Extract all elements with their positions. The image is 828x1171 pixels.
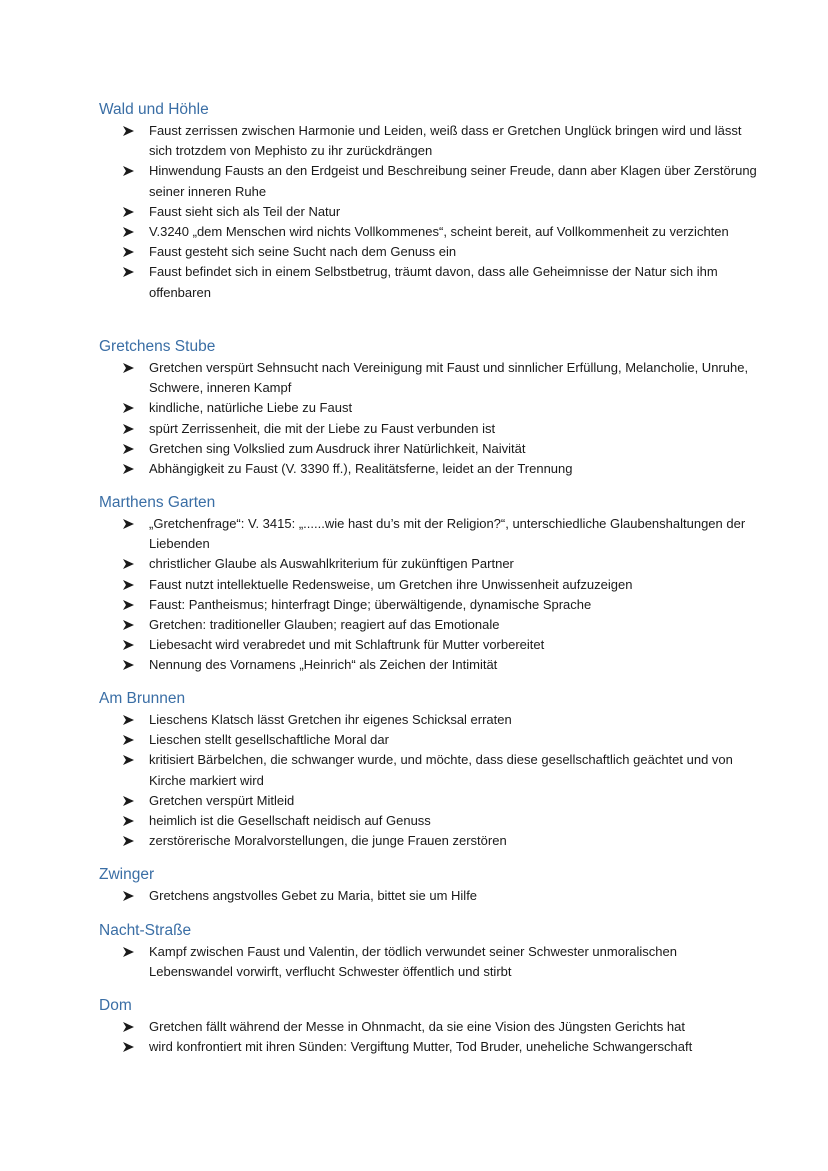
list-item (99, 730, 759, 750)
list-item (99, 615, 759, 635)
list-item (99, 161, 759, 201)
arrow-bullet-icon (123, 419, 137, 439)
list-item-text: Gretchen sing Volkslied zum Ausdruck ihrer Natürlichkeit, Naivität (149, 440, 526, 456)
section-heading: Nacht-Straße (99, 922, 192, 939)
section-heading: Wald und Höhle (99, 101, 209, 118)
list-item (99, 831, 759, 851)
list-item-text: kritisiert Bärbelchen, die schwanger wurde, und möchte, dass diese gesellschaftlich geächtet und von Kirche markiert wird (149, 752, 733, 788)
bullet-list (99, 514, 759, 676)
section-am-brunnen (99, 688, 759, 851)
list-item-text: wird konfrontiert mit ihren Sünden: Vergiftung Mutter, Tod Bruder, uneheliche Schwangerschaft (149, 1039, 693, 1055)
list-item-text: kindliche, natürliche Liebe zu Faust (149, 400, 353, 416)
list-item-text: christlicher Glaube als Auswahlkriterium für zukünftigen Partner (149, 556, 514, 572)
arrow-bullet-icon (123, 262, 137, 282)
section-nacht-strasse (99, 920, 759, 982)
list-item-text: Nennung des Vornamens „Heinrich“ als Zeichen der Intimität (149, 657, 498, 673)
list-item (99, 459, 759, 479)
arrow-bullet-icon (123, 655, 137, 675)
bullet-list (99, 121, 759, 303)
list-item-text: Abhängigkeit zu Faust (V. 3390 ff.), Realitätsferne, leidet an der Trennung (149, 461, 573, 477)
list-item (99, 575, 759, 595)
arrow-bullet-icon (123, 635, 137, 655)
list-item-text: „Gretchenfrage“: V. 3415: „......wie hast du’s mit der Religion?“, unterschiedliche Glaubenshaltungen der Liebenden (149, 516, 746, 552)
list-item (99, 222, 759, 242)
arrow-bullet-icon (123, 439, 137, 459)
section-heading: Zwinger (99, 866, 155, 883)
arrow-bullet-icon (123, 222, 137, 242)
arrow-bullet-icon (123, 615, 137, 635)
list-item-text: Hinwendung Fausts an den Erdgeist und Beschreibung seiner Freude, dann aber Klagen über Zerstörung seiner inneren Ruhe (149, 163, 757, 199)
list-item (99, 439, 759, 459)
list-item (99, 554, 759, 574)
arrow-bullet-icon (123, 459, 137, 479)
list-item (99, 635, 759, 655)
list-item-text: Gretchen fällt während der Messe in Ohnmacht, da sie eine Vision des Jüngsten Gerichts hat (149, 1019, 685, 1034)
list-item-text: spürt Zerrissenheit, die mit der Liebe zu Faust verbunden ist (149, 420, 496, 436)
arrow-bullet-icon (123, 398, 137, 418)
list-item (99, 398, 759, 418)
list-item-text: Gretchen verspürt Mitleid (149, 792, 295, 808)
bullet-list (99, 358, 759, 479)
list-item (99, 750, 759, 790)
list-item-text: zerstörerische Moralvorstellungen, die junge Frauen zerstören (149, 833, 507, 849)
list-item (99, 419, 759, 439)
list-item (99, 202, 759, 222)
section-gretchens-stube (99, 336, 759, 479)
list-item (99, 655, 759, 675)
list-item-text: Faust sieht sich als Teil der Natur (149, 203, 341, 219)
arrow-bullet-icon (123, 358, 137, 378)
section-heading: Dom (99, 997, 132, 1014)
arrow-bullet-icon (123, 202, 137, 222)
arrow-bullet-icon (123, 710, 137, 730)
arrow-bullet-icon (123, 811, 137, 831)
arrow-bullet-icon (123, 242, 137, 262)
bullet-list (99, 886, 759, 906)
arrow-bullet-icon (123, 121, 137, 141)
list-item (99, 1017, 759, 1037)
arrow-bullet-icon (123, 831, 137, 851)
list-item-text: Faust nutzt intellektuelle Redensweise, um Gretchen ihre Unwissenheit aufzuzeigen (149, 576, 633, 592)
list-item-text: Gretchen: traditioneller Glauben; reagiert auf das Emotionale (149, 617, 500, 633)
list-item-text: Kampf zwischen Faust und Valentin, der tödlich verwundet seiner Schwester unmoralischen Lebenswandel vorwirft, verflucht Schwester öffentlich und stirbt (149, 944, 677, 980)
list-item-text: Faust zerrissen zwischen Harmonie und Leiden, weiß dass er Gretchen Unglück bringen wird und lässt sich trotzdem von Mephisto zu ihr zurückdrängen (149, 123, 742, 159)
section-heading: Gretchens Stube (99, 338, 216, 355)
list-item (99, 242, 759, 262)
bullet-list (99, 710, 759, 851)
list-item-text: heimlich ist die Gesellschaft neidisch auf Genuss (149, 813, 431, 829)
list-item-text: Lieschen stellt gesellschaftliche Moral dar (149, 732, 389, 748)
list-item-text: Faust gesteht sich seine Sucht nach dem Genuss ein (149, 244, 457, 260)
list-item (99, 1037, 759, 1057)
list-item-text: Liebesacht wird verabredet und mit Schlaftrunk für Mutter vorbereitet (149, 637, 545, 653)
list-item-text: Gretchens angstvolles Gebet zu Maria, bittet sie um Hilfe (149, 888, 478, 903)
list-item-text: Faust: Pantheismus; hinterfragt Dinge; überwältigende, dynamische Sprache (149, 596, 592, 612)
arrow-bullet-icon (123, 595, 137, 615)
section-heading: Am Brunnen (99, 690, 186, 707)
arrow-bullet-icon (123, 750, 137, 770)
bullet-list (99, 942, 759, 982)
list-item (99, 791, 759, 811)
arrow-bullet-icon (123, 1037, 137, 1057)
list-item-text: Lieschens Klatsch lässt Gretchen ihr eigenes Schicksal erraten (149, 712, 512, 727)
list-item-text: Faust befindet sich in einem Selbstbetrug, träumt davon, dass alle Geheimnisse der Natur sich ihm offenbaren (149, 264, 718, 300)
arrow-bullet-icon (123, 575, 137, 595)
section-marthens-garten (99, 492, 759, 676)
arrow-bullet-icon (123, 730, 137, 750)
section-zwinger (99, 864, 759, 906)
arrow-bullet-icon (123, 554, 137, 574)
arrow-bullet-icon (123, 514, 137, 534)
list-item (99, 710, 759, 730)
list-item (99, 886, 759, 906)
list-item (99, 262, 759, 302)
list-item-text: Gretchen verspürt Sehnsucht nach Vereinigung mit Faust und sinnlicher Erfüllung, Melancholie, Unruhe, Schwere, inneren Kampf (149, 360, 749, 396)
bullet-list (99, 1017, 759, 1057)
arrow-bullet-icon (123, 1017, 137, 1037)
list-item (99, 811, 759, 831)
arrow-bullet-icon (123, 942, 137, 962)
arrow-bullet-icon (123, 886, 137, 906)
list-item (99, 514, 759, 554)
arrow-bullet-icon (123, 791, 137, 811)
list-item (99, 942, 759, 982)
section-heading: Marthens Garten (99, 494, 216, 511)
section-wald-und-hoehle (99, 99, 759, 303)
arrow-bullet-icon (123, 161, 137, 181)
list-item (99, 358, 759, 398)
list-item (99, 595, 759, 615)
list-item (99, 121, 759, 161)
list-item-text: V.3240 „dem Menschen wird nichts Vollkommenes“, scheint bereit, auf Vollkommenheit zu verzichten (149, 224, 729, 240)
section-dom (99, 995, 759, 1057)
